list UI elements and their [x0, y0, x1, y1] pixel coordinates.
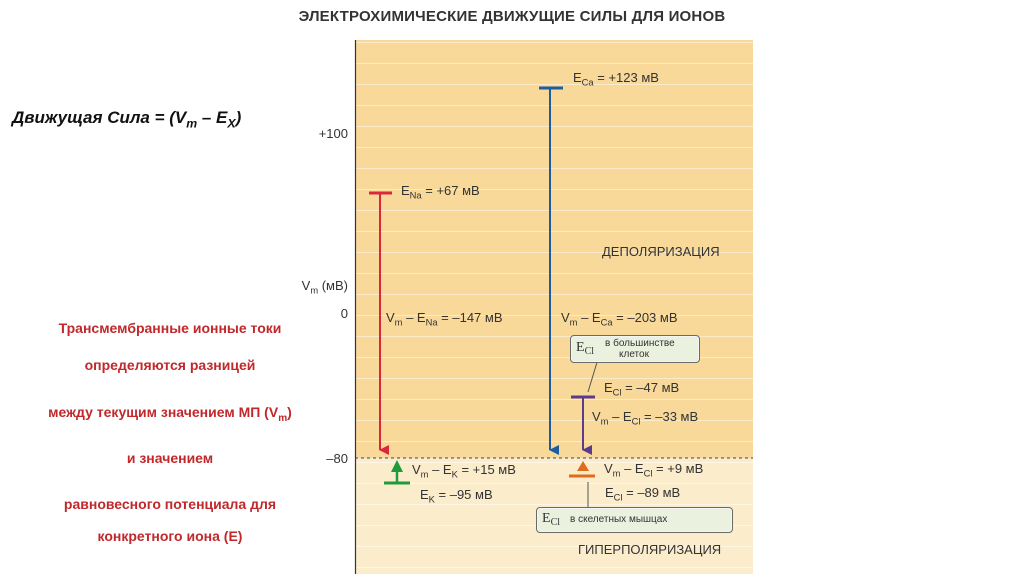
cl-most-equilibrium-label: $E_{Cl} = -47$ мВ	[604, 380, 680, 398]
page-title: ЭЛЕКТРОХИМИЧЕСКИЕ ДВИЖУЩИЕ СИЛЫ ДЛЯ ИОНОВ	[298, 8, 726, 25]
cl-muscle-equilibrium-label: $E_{Cl} = -89$ мВ	[605, 485, 681, 503]
note-line-6: конкретного иона (Е)	[97, 528, 243, 544]
k-driving-force-label: $V_m - E_K = +15$ мВ	[412, 462, 516, 480]
y-tick-plus100: +100	[318, 126, 348, 141]
ca-driving-force-label: $V_m - E_{Ca} = -203$ мВ	[561, 310, 678, 328]
y-tick-0: 0	[340, 306, 348, 321]
hyperpolarization-label: ГИПЕРПОЛЯРИЗАЦИЯ	[578, 542, 722, 557]
driving-force-formula: Движущая Сила = $(V_m - E_X)$	[12, 108, 242, 131]
note-line-2: определяются разницей	[84, 357, 256, 373]
ca-equilibrium-label: $E_{Ca} = +123$ мВ	[573, 70, 659, 88]
na-driving-force-label: $V_m - E_{Na} = -147$ мВ	[386, 310, 503, 328]
callout-cl-most-cells: $E_{Cl}$ в большинстве клеток	[570, 335, 700, 363]
depolarization-label: ДЕПОЛЯРИЗАЦИЯ	[602, 244, 720, 259]
note-line-5: равновесного потенциала для	[63, 496, 277, 512]
cl-muscle-driving-force-label: $V_m - E_{Cl} = +9$ мВ	[604, 461, 704, 479]
y-axis-title: $V_m$ (мВ)	[301, 278, 348, 296]
note-line-1: Трансмембранные ионные токи	[58, 320, 282, 336]
cl-most-driving-force-label: $V_m - E_{Cl} = -33$ мВ	[592, 409, 699, 427]
na-equilibrium-label: $E_{Na} = +67$ мВ	[401, 183, 480, 201]
y-tick-minus80: –80	[326, 451, 348, 466]
note-line-3: между текущим значением МП $(V_m)$	[48, 404, 292, 424]
k-equilibrium-label: $E_K = -95$ мВ	[420, 487, 493, 505]
callout-cl-skeletal: $E_{Cl}$ в скелетных мышцах	[536, 507, 733, 533]
note-line-4: и значением	[126, 450, 214, 466]
